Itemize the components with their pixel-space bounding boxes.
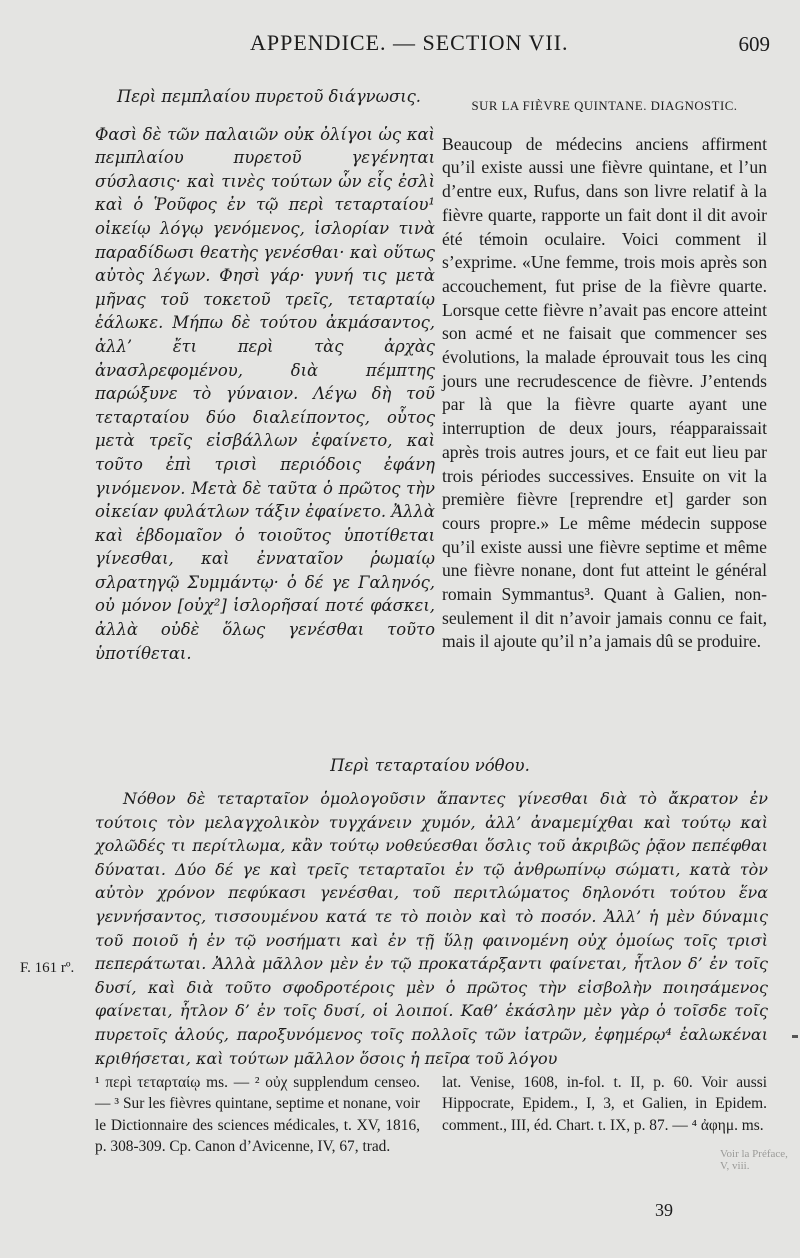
signature-mark: 39 <box>655 1200 673 1220</box>
french-paragraph: Beaucoup de médecins anciens affirment qu’il existe aussi une fièvre quintane, et l’un d’entre eux, Rufus, dans son livre relatif à la fièvre quarte, rapporte un fait dont il dit avoir été témoin oculaire. Voici comment il s’exprime. «Une femme, trois mois après son accouchement, fut prise de la fièvre quarte. Lorsque cette fièvre n’avait pas encore atteint son acmé et ne faisait que commencer ses évolutions, la malade éprouvait tous les cinq jours une recrudescence de fièvre. J’entends par là que la fièvre quarte ayant une interruption de deux jours, réapparaissait après trois autres jours, et ce fait eut lieu par trois périodes successives. Ensuite on vit la première fièvre [reprendre et] garder son cours propre.» Le même médecin suppose qu’il existe aussi une fièvre septime et même une fièvre nonane, dont fut atteint le général romain Symmantus³. Quant à Galien, non-seulement il dit n’avoir jamais connu ce fait, mais il ajoute qu’il n’a jamais dû se produire. <box>442 133 767 652</box>
footnotes-left <box>95 1072 420 1157</box>
french-section-title: SUR LA FIÈVRE QUINTANE. DIAGNOSTIC. <box>471 99 738 113</box>
footnote-text-left: ¹ περὶ τεταρταίῳ ms. — ² οὐχ supplendum censeo. — ³ Sur les fièvres quintane, septime et nonane, voir le Dictionnaire des sciences médicales, t. XV, 1816, p. 308-309. Cp. Canon d’Avicenne, IV, 67, trad. <box>95 1074 420 1155</box>
margin-dash-mark <box>792 1035 798 1038</box>
greek-paragraph: Φασὶ δὲ τῶν παλαιῶν οὐκ ὀλίγοι ὡς καὶ πεμπλαίου πυρετοῦ γεγένηται σύσλασις· καὶ τινὲς τούτων ὧν εἷς ἐσλὶ καὶ ὁ Ῥοῦφος ἐν τῷ περὶ τεταρταίου¹ οἰκείῳ λόγῳ γενόμενος, ἱσλορίαν τινὰ παραδίδωσι θεατὴς γενέσθαι· καὶ οὕτως αὐτὸς λέγων. Φησὶ γάρ· γυνή τις μετὰ μῆνας τοῦ τοκετοῦ τρεῖς, τεταρταίῳ ἑάλωκε. Μήπω δὲ τούτου ἀκμάσαντος, ἀλλ’ ἔτι περὶ τὰς ἀρχὰς ἀνασλρεφομένου, διὰ πέμπτης παρώξυνε τὸ γύναιον. Λέγω δὴ τοῦ τεταρταίου δύο διαλείποντος, οὗτος μετὰ τρεῖς εἰσβάλλων ἐφαίνετο, καὶ τοῦτο ἐπὶ τρισὶ περιόδοις ἐφάνη γινόμενον. Μετὰ δὲ ταῦτα ὁ πρῶτος τὴν οἰκείαν φυλάτλων τάξιν ἐφαίνετο. Ἀλλὰ καὶ ἑβδομαῖον ὁ τοιοῦτος ὑποτίθεται γίνεσθαι, καὶ ἐνναταῖον ῥωμαίῳ σλρατηγῷ Συμμάντῳ· ὁ δέ γε Γαληνός, οὐ μόνον [οὐχ²] ἱσλορῆσαί ποτέ φάσκει, ἀλλὰ οὐδὲ ὅλως γενέσθαι τοῦτο ὑποτίθεται. <box>95 124 435 663</box>
greek-section-title: Περὶ πεμπλαίου πυρετοῦ διάγνωσις. <box>116 87 422 106</box>
margin-folio-note: F. 161 rº. <box>20 960 75 976</box>
footnotes-right <box>442 1072 767 1136</box>
french-column <box>442 95 767 654</box>
greek-column <box>95 85 435 665</box>
section-paragraph: Νόθον δὲ τεταρταῖον ὁμολογοῦσιν ἅπαντες γίνεσθαι διὰ τὸ ἄκρατον ἐν τούτοις τὸν μελαγχολικὸν τυγχάνειν χυμόν, ἀλλ’ ἀναμεμίχθαι καὶ τούτῳ καὶ χολῶδές τι περίτλωμα, κἂν τούτῳ νοθεύεσθαι ὅσλις τοῦ ἀκριβῶς ῥᾷον πεπέφθαι δύναται. Δύο δέ γε καὶ τρεῖς τεταρταῖοι ἐν τῷ ἀνθρωπίνῳ σώματι, κατὰ τὸν αὐτὸν χρόνον πεφύκασι γενέσθαι, τοῦ περιτλώματος δηλονότι τούτου ἕνα γεννήσαντος, τισσουμένου κατά τε τὸ ποιὸν καὶ τὸ ποσόν. Ἀλλ’ ἡ μὲν δύναμις τοῦ ποιοῦ ἡ ἐν τῷ νοσήματι καὶ ἐν τῇ ὕλῃ φαινομένη οὐχ ὁμοίως τοῖς τρισὶ πεπεράτωται. Ἀλλὰ μᾶλλον μὲν ἐν τῷ προκατάρξαντι φαίνεται, ἧτλον δ’ ἐν τοῖς δυσί, καὶ διὰ τοῦτο σφοδροτέροις μὲν ὁ πρῶτος τὴν εἰσβολὴν ποιησάμενος φαίνεται, ἧτλον δ’ ἐν τοῖς δυσί, οἱ λοιποί. Καθ’ ἑκάσλην μὲν γὰρ ὁ τοῖσδε τοῖς πυρετοῖς ἁλούς, παροξυνόμενος τοῖς πολλοῖς τῶν ἰατρῶν, ἐφημέρῳ⁴ ἑαλωκέναι κριθήσεται, καὶ τούτων μᾶλλον ὅσοις ἡ πεῖρα τοῦ λόγου <box>95 789 768 1068</box>
running-title: APPENDICE. — SECTION VII. <box>250 30 569 55</box>
footnote-text-right: lat. Venise, 1608, in-fol. t. II, p. 60. Voir aussi Hippocrate, Epidem., I, 3, et Galien, in Epidem. comment., III, éd. Chart. t. IX, p. 87. — ⁴ ἀφημ. ms. <box>442 1074 767 1134</box>
section-body <box>95 787 768 1070</box>
page-header <box>0 30 800 64</box>
bleed-through-text: Voir la Préface, V, viii. <box>720 1148 788 1172</box>
section-heading: Περὶ τεταρταίου νόθου. <box>330 756 530 775</box>
page-number: 609 <box>738 32 770 56</box>
